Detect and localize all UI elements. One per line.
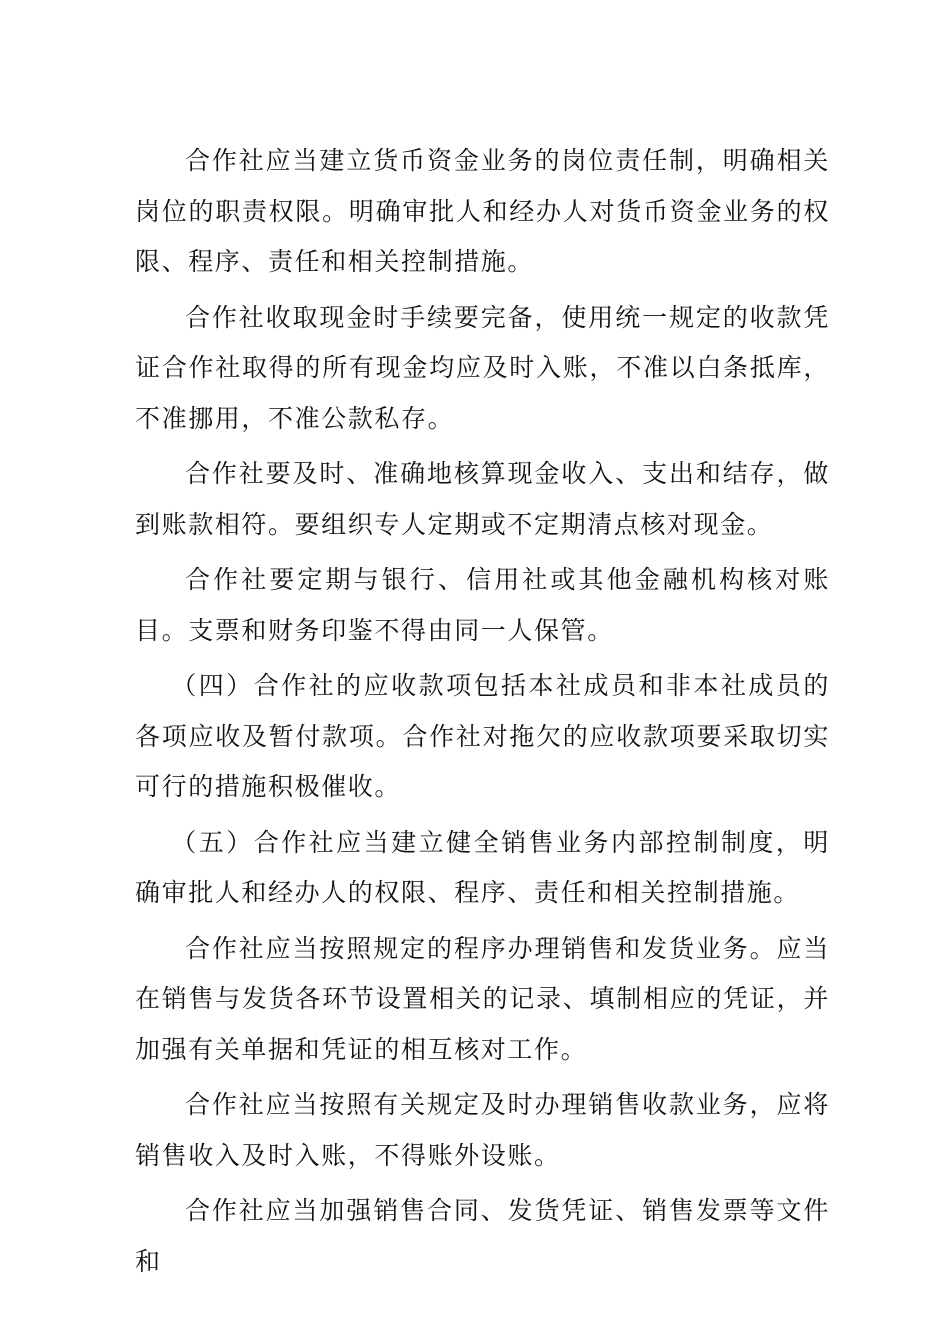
paragraph-sales-documents: 合作社应当加强销售合同、发货凭证、销售发票等文件和 [135,1196,830,1276]
paragraph-cash-accounting: 合作社要及时、准确地核算现金收入、支出和结存，做到账款相符。要组织专人定期或不定期清点核对现金。 [135,459,830,539]
paragraph-sales-delivery: 合作社应当按照规定的程序办理销售和发货业务。应当在销售与发货各环节设置相关的记录、填制相应的凭证，并加强有关单据和凭证的相互核对工作。 [135,933,830,1064]
paragraph-sales-control: （五）合作社应当建立健全销售业务内部控制制度，明确审批人和经办人的权限、程序、责任和相关控制措施。 [135,827,830,907]
document-body [135,136,830,1287]
paragraph-sales-collection: 合作社应当按照有关规定及时办理销售收款业务，应将销售收入及时入账，不得账外设账。 [135,1090,830,1170]
paragraph-receivables: （四）合作社的应收款项包括本社成员和非本社成员的各项应收及暂付款项。合作社对拖欠的应收款项要采取切实可行的措施积极催收。 [135,671,830,801]
paragraph-cash-responsibility: 合作社应当建立货币资金业务的岗位责任制，明确相关岗位的职责权限。明确审批人和经办人对货币资金业务的权限、程序、责任和相关控制措施。 [135,146,830,276]
paragraph-cash-receipt: 合作社收取现金时手续要完备，使用统一规定的收款凭证合作社取得的所有现金均应及时入账，不准以白条抵库，不准挪用，不准公款私存。 [135,302,830,433]
paragraph-bank-reconciliation: 合作社要定期与银行、信用社或其他金融机构核对账目。支票和财务印鉴不得由同一人保管。 [135,565,830,645]
